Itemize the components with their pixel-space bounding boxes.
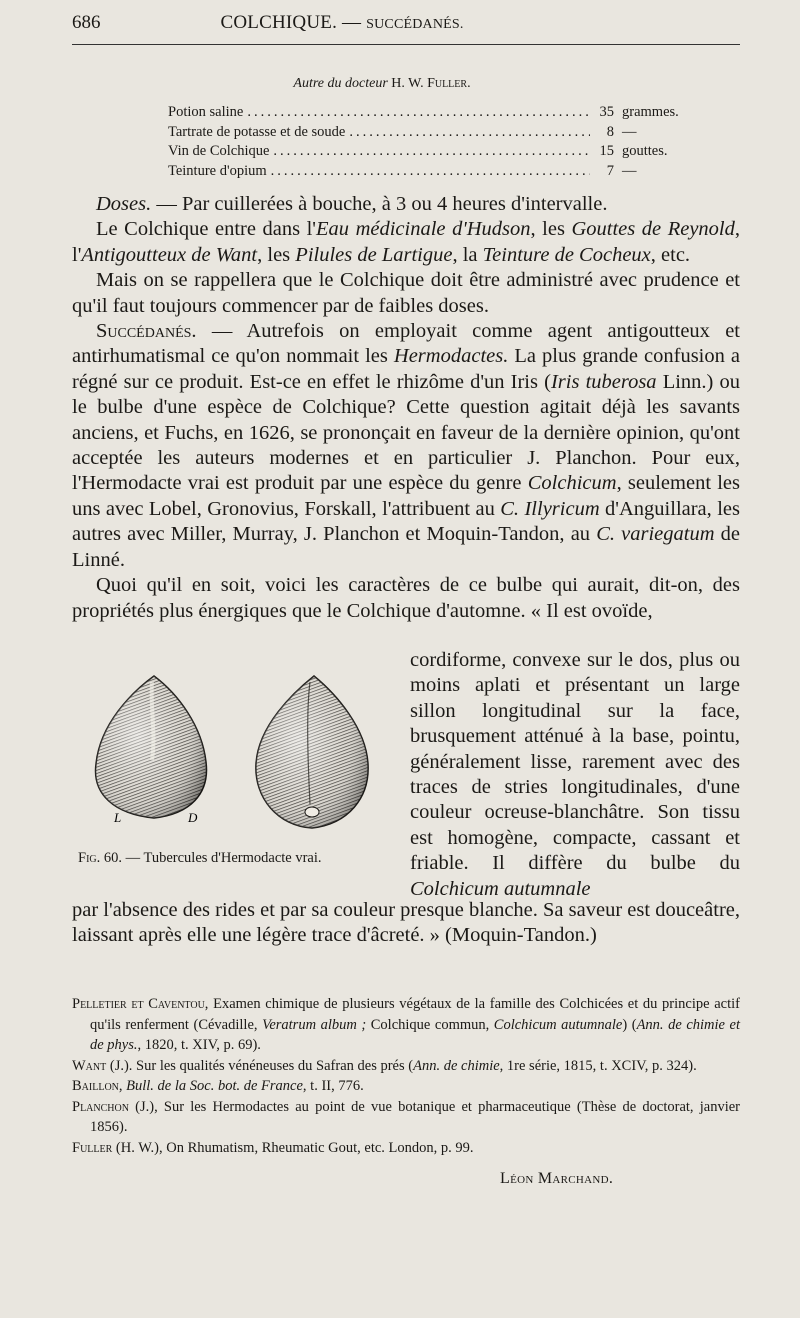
formula-row: [168, 104, 708, 124]
ingredient-name: Tartrate de potasse et de soude: [168, 123, 346, 140]
formula-title-name: H. W. Fuller.: [391, 76, 471, 91]
formula-title-pre: Autre du docteur: [293, 76, 388, 91]
paragraph-description-start: Quoi qu'il en soit, voici les caractères de ce bulbe qui aurait, dit-on, des propriétés plus énergiques que le Colchique d'automne. « Il est ovoïde,: [72, 574, 740, 622]
text-run: , la: [452, 243, 483, 266]
leader-dots: [271, 163, 590, 180]
leader-dots: [247, 104, 590, 121]
biblio-entry: [72, 1097, 740, 1138]
bulb-left: [96, 676, 207, 818]
text-run: La plus grande confusion a régné sur ce produit. Est-ce en effet le rhizôme d'un Iris (: [72, 345, 740, 393]
figure-caption: [78, 850, 322, 867]
text-run-italic: Ann. de chimie et de phys.: [90, 1016, 740, 1053]
biblio-entry: [72, 1076, 740, 1097]
ingredient-name: Teinture d'opium: [168, 162, 267, 179]
text-run-italic: Ann. de chimie: [413, 1057, 500, 1074]
text-run-italic: Colchicum autumnale: [493, 1016, 623, 1033]
formula-title: [72, 76, 692, 92]
caption-number: Fig. 60.: [78, 850, 122, 866]
text-run: Linn.) ou le bulbe d'une espèce de Colchique? Cette question agitait déjà les savants anciens, et Fuchs, en 1626, se prononçait en faveur de la dernière opinion, qu'ont acceptée les auteurs modernes et en particulier J. Planchon. Pour eux, l'Hermodacte vrai est produit par une espèce du genre: [72, 370, 741, 495]
formula-row: [168, 143, 708, 163]
running-header: [72, 12, 742, 42]
text-run: (J.). Sur les qualités vénéneuses du Safran des prés (: [106, 1057, 414, 1074]
figure-label-left: L: [114, 810, 122, 825]
biblio-author: Pelletier et Caventou: [72, 996, 205, 1012]
text-run: , etc.: [650, 243, 691, 266]
doses-label: Doses.: [96, 193, 152, 215]
figure-hermodacte: [72, 664, 388, 874]
text-run: Colchique commun,: [366, 1016, 494, 1033]
text-run-italic: Iris tuberosa: [550, 370, 657, 393]
page-number: 686: [72, 12, 101, 33]
biblio-entry: [72, 994, 740, 1056]
text-run: (J.), Sur les Hermodactes au point de vue botanique et pharmaceutique (Thèse de doctorat, janvier 1856).: [90, 1098, 740, 1135]
text-run-italic: Colchicum: [527, 472, 617, 495]
ingredient-qty: 35: [599, 104, 614, 120]
bulb-right: [256, 676, 368, 828]
text-run-italic: Veratrum album ;: [262, 1016, 367, 1033]
ingredient-unit: gouttes.: [622, 143, 668, 159]
ingredient-qty: 8: [606, 123, 614, 140]
running-title: [221, 12, 464, 34]
text-run: , les: [530, 218, 572, 241]
succedanes-label: Succédanés.: [96, 320, 197, 343]
paragraph-description-column: [410, 648, 740, 902]
running-title-main: COLCHIQUE. —: [220, 12, 362, 33]
text-run: ) (: [622, 1016, 637, 1033]
formula-row: [168, 124, 708, 144]
paragraph-succedanes: [72, 319, 740, 573]
ingredient-unit: grammes.: [622, 104, 679, 120]
caption-text: — Tubercules d'Hermodacte vrai.: [122, 850, 322, 866]
paragraph-caution: Mais on se rappellera que le Colchique doit être administré avec prudence et qu'il faut toujours commencer par de faibles doses.: [72, 269, 740, 317]
ingredient-qty: 15: [599, 143, 614, 159]
biblio-author: Want: [72, 1057, 107, 1074]
leader-dots: [349, 124, 590, 141]
text-run: , Examen chimique de plusieurs végétaux de la famille des Colchicées et du principe actif qu'ils renferment (Cévadille,: [90, 996, 740, 1033]
leader-dots: [273, 143, 590, 160]
ingredient-name: Potion saline: [168, 104, 244, 120]
figure-label-right: D: [188, 810, 198, 825]
text-run-italic: Gouttes de Reynold: [571, 218, 735, 241]
ingredient-unit: —: [622, 123, 637, 140]
biblio-author: Planchon: [72, 1098, 129, 1115]
text-run: , l': [72, 218, 740, 266]
text-run: , 1re série, 1815, t. XCIV, p. 324).: [499, 1057, 697, 1074]
formula-table: [168, 104, 708, 182]
text-run: d'Anguillara, les autres avec Miller, Murray, J. Planchon et Moquin-Tandon, au: [72, 497, 740, 546]
text-run: , t. II, 776.: [302, 1078, 364, 1094]
formula-row: [168, 163, 708, 183]
bulb-illustration: [72, 664, 388, 844]
text-run: de Linné.: [72, 523, 740, 571]
description-end: [72, 898, 740, 949]
text-run-italic: C. variegatum: [596, 523, 715, 546]
text-run: , les: [257, 243, 296, 266]
text-run: ,: [118, 1078, 127, 1094]
text-run: (H. W.), On Rhumatism, Rheumatic Gout, etc. London, p. 99.: [112, 1139, 474, 1156]
doses-text: — Par cuillerées à bouche, à 3 ou 4 heures d'intervalle.: [151, 193, 608, 215]
ingredient-name: Vin de Colchique: [168, 143, 270, 159]
biblio-entry: [72, 1056, 740, 1077]
biblio-author: Baillon: [72, 1078, 119, 1094]
text-run-italic: Pilules de Lartigue: [295, 243, 453, 266]
text-run-italic: Eau médicinale d'Hudson: [316, 218, 531, 241]
ingredient-unit: —: [622, 162, 637, 179]
biblio-author: Fuller: [72, 1139, 113, 1156]
text-run-italic: Colchicum autumnale: [410, 877, 591, 900]
text-run: — Autrefois on employait comme agent antigoutteux et antirhumatismal ce qu'on nommait les: [72, 320, 740, 368]
text-run: cordiforme, convexe sur le dos, plus ou moins aplati et présentant un large sillon longitudinal sur la face, brusquement atténué à la base, pointu, généralement lisse, rarement avec des traces de stries longitudinales, d'une couleur ocreuse-blanchâtre. Son tissu est homogène, compacte, cassant et friable. Il diffère du bulbe du: [410, 649, 740, 875]
main-text: [72, 192, 740, 624]
header-rule: [72, 44, 740, 45]
text-run: Le Colchique entre dans l': [96, 218, 317, 241]
text-run: , seulement les uns avec Lobel, Gronovius, Forskall, l'attribuent au: [72, 472, 740, 520]
article-signature: Léon Marchand.: [500, 1170, 614, 1187]
text-run-italic: Bull. de la Soc. bot. de France: [126, 1078, 303, 1094]
ingredient-qty: 7: [606, 162, 614, 179]
text-run: , 1820, t. XIV, p. 69).: [137, 1037, 261, 1053]
paragraph-preparations: [72, 217, 740, 268]
paragraph-description-end: par l'absence des rides et par sa couleur presque blanche. Sa saveur est douceâtre, laissant après elle une légère trace d'âcreté. » (Moquin-Tandon.): [72, 899, 740, 947]
paragraph-doses: [72, 192, 740, 217]
text-run-italic: Teinture de Cocheux: [482, 243, 651, 266]
running-title-sub: SUCCÉDANÉS.: [366, 17, 464, 32]
text-run-italic: C. Illyricum: [500, 497, 600, 520]
text-run-italic: Antigoutteux de Want: [81, 243, 258, 266]
description-column: [410, 648, 740, 902]
biblio-entry: [72, 1138, 740, 1159]
bibliography: [72, 994, 740, 1158]
text-run-italic: Hermodactes.: [393, 345, 509, 368]
